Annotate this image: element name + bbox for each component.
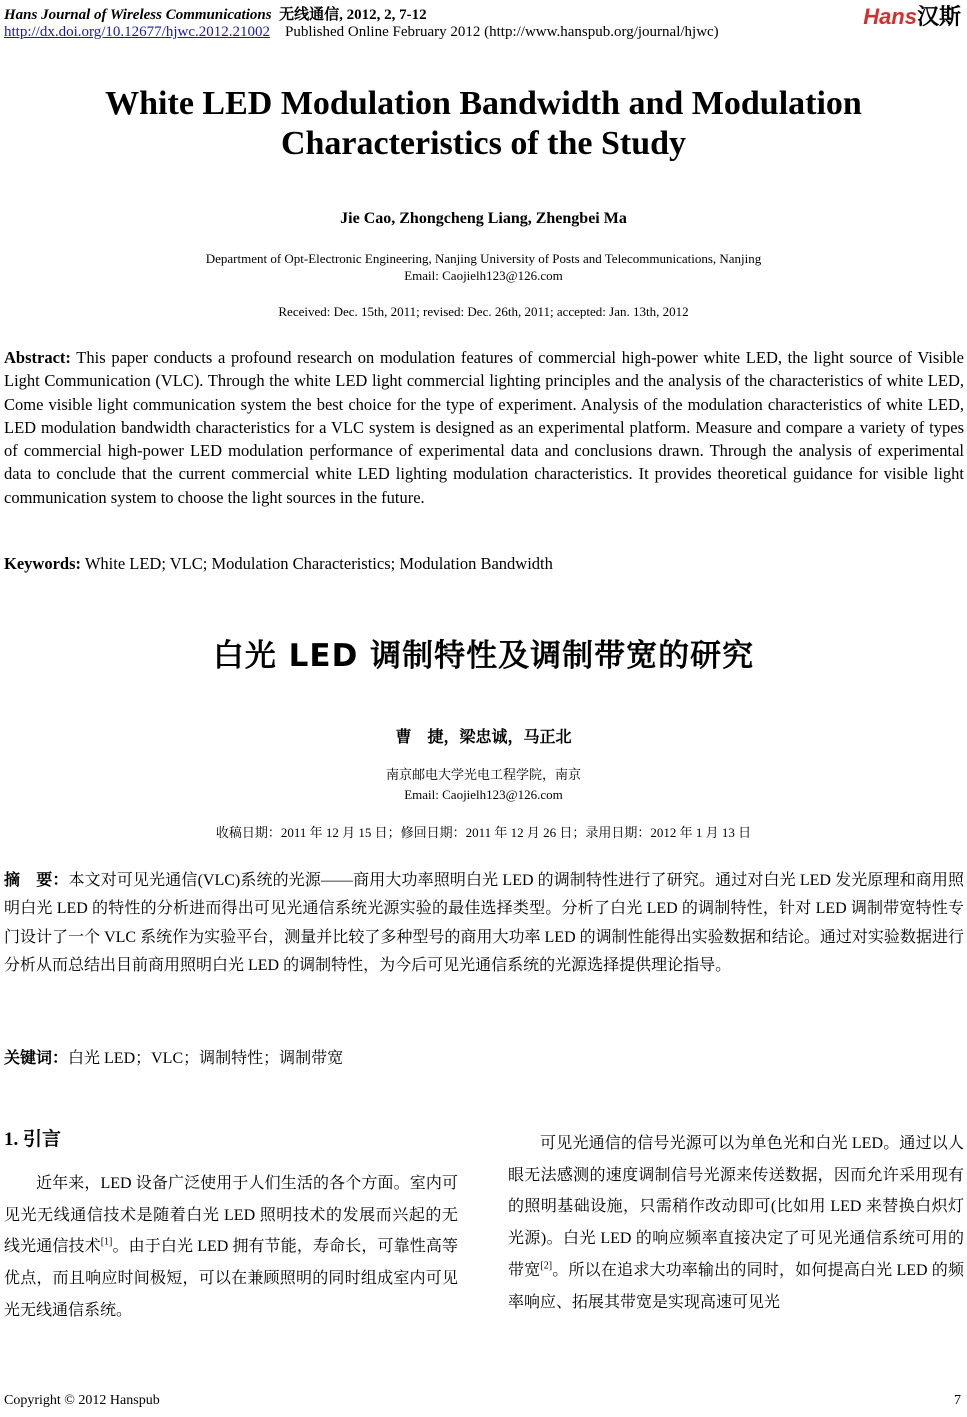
email-en: Email: Caojielh123@126.com [404, 268, 563, 283]
intro-right-text-b: 。所以在追求大功率输出的同时，如何提高白光 LED 的频率响应、拓展其带宽是实现高速可见光 [508, 1261, 964, 1311]
intro-left-column [4, 1168, 458, 1327]
keywords-cn [4, 1044, 964, 1073]
citation-1[interactable]: [1] [100, 1237, 113, 1249]
footer-copyright: Copyright © 2012 Hanspub [4, 1393, 160, 1408]
affiliation-en: Department of Opt-Electronic Engineering, Nanjing University of Posts and Telecommunications, Nanjing [205, 251, 762, 266]
page-number: 7 [954, 1393, 961, 1408]
logo-hans-text: Hans [863, 4, 917, 29]
intro-right-text-a: 可见光通信的信号光源可以为单色光和白光 LED。通过以人眼无法感测的速度调制信号光源来传送数据，因而允许采用现有的照明基础设施，只需稍作改动即可(比如用 LED 来替换白炽灯光源)。白光 LED 的响应频率直接决定了可见光通信系统可用的带宽 [508, 1135, 964, 1279]
received-dates-en: Received: Dec. 15th, 2011; revised: Dec. 26th, 2011; accepted: Jan. 13th, 2012 [278, 304, 689, 319]
keywords-en-text: White LED; VLC; Modulation Characteristics; Modulation Bandwidth [84, 554, 553, 573]
journal-header [4, 3, 427, 24]
section-heading-introduction: 1. 引言 [4, 1129, 62, 1150]
abstract-en-text: This paper conducts a profound research on modulation features of commercial high-power white LED, the light source of Visible Light Communication (VLC). Through the white LED light commercial lighting principles and the analysis of the characteristics of white LED, Come visible light communication system the best choice for the type of experiment. Analysis of the modulation characteristics of white LED, LED modulation bandwidth characteristics for a VLC system is designed as an experimental platform. Measure and compare a variety of types of commercial high-power LED modulation performance of experimental data and conclusions drawn. Through the analysis of experimental data to conclude that the current commercial white LED lighting modulation characteristics. It provides theoretical guidance for visible light communication system to choose the light sources in the future. [4, 348, 964, 507]
keywords-en [4, 552, 964, 575]
affiliation-cn-block [0, 765, 967, 805]
published-info: Published Online February 2012 (http://www.hanspub.org/journal/hjwc) [284, 24, 719, 40]
doi-link[interactable]: http://dx.doi.org/10.12677/hjwc.2012.21002 [4, 24, 270, 40]
received-dates-cn: 收稿日期：2011 年 12 月 15 日；修回日期：2011 年 12 月 26 日；录用日期：2012 年 1 月 13 日 [215, 825, 752, 840]
abstract-en-label: Abstract: [4, 348, 71, 367]
keywords-en-label: Keywords: [4, 554, 81, 573]
logo-cn-text: 汉斯 [916, 4, 961, 29]
paper-title-cn: 白光 LED 调制特性及调制带宽的研究 [212, 638, 755, 674]
authors-en: Jie Cao, Zhongcheng Liang, Zhengbei Ma [340, 210, 627, 227]
abstract-cn-text: 本文对可见光通信(VLC)系统的光源——商用大功率照明白光 LED 的调制特性进行了研究。通过对白光 LED 发光原理和商用照明白光 LED 的特性的分析进而得出可见光通信系统光源实验的最佳选择类型。分析了白光 LED 的调制特性，针对 LED 调制带宽特性专门设计了一个 VLC 系统作为实验平台，测量并比较了多种型号的商用大功率 LED 的调制性能得出实验数据和结论。通过对实验数据进行分析从而总结出目前商用照明白光 LED 的调制特性，为今后可见光通信系统的光源选择提供理论指导。 [4, 872, 964, 974]
authors-cn: 曹 捷，梁忠诚，马正北 [395, 727, 572, 746]
doi-line [4, 24, 719, 41]
abstract-cn [4, 866, 964, 980]
email-cn: Email: Caojielh123@126.com [404, 787, 563, 802]
abstract-en [4, 346, 964, 509]
journal-name: Hans Journal of Wireless Communications [4, 7, 272, 23]
abstract-cn-label: 摘 要： [4, 870, 69, 889]
keywords-cn-text: 白光 LED；VLC；调制特性；调制带宽 [68, 1050, 344, 1067]
affiliation-cn: 南京邮电大学光电工程学院，南京 [385, 767, 581, 782]
intro-left-text-b: 。由于白光 LED 拥有节能，寿命长，可靠性高等优点，而且响应时间极短，可以在兼顾照明的同时组成室内可见光无线通信系统。 [4, 1238, 458, 1319]
intro-left-text-a: 近年来，LED 设备广泛使用于人们生活的各个方面。室内可见光无线通信技术是随着白光 LED 照明技术的发展而兴起的无线光通信技术 [4, 1175, 458, 1256]
journal-issue: 无线通信, 2012, 2, 7-12 [279, 7, 427, 23]
keywords-cn-label: 关键词： [4, 1048, 69, 1067]
intro-right-column [508, 1128, 964, 1318]
affiliation-en-block [0, 250, 967, 284]
hanspub-logo [863, 0, 961, 31]
citation-2[interactable]: [2] [540, 1260, 553, 1272]
paper-title-en: White LED Modulation Bandwidth and Modulation Characteristics of the Study [105, 85, 862, 162]
